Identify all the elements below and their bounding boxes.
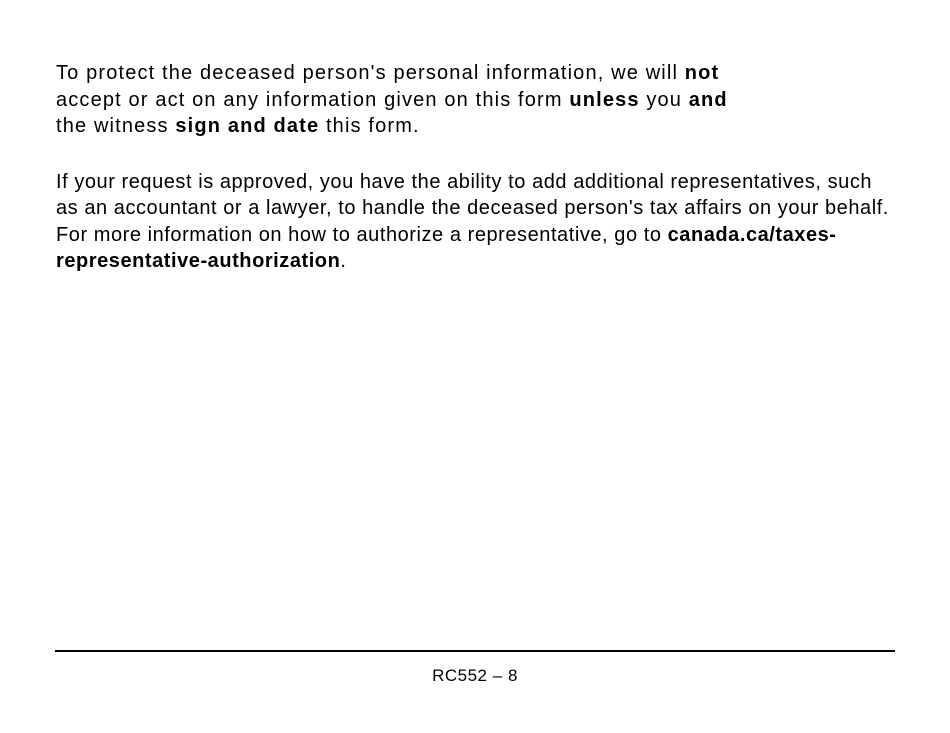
privacy-notice-paragraph: [56, 60, 896, 140]
page-number: 8: [507, 666, 518, 685]
notice-text-1: To protect the deceased person's personal information, we will: [56, 62, 685, 84]
representatives-text: If your request is approved, you have the ability to add additional representatives, such as an accountant or a lawyer, to handle the deceased person's tax affairs on your behalf. For more information on how to authorize a representative, go to: [56, 170, 889, 246]
notice-emphasis-and: and: [688, 88, 728, 111]
page-content: [56, 60, 896, 275]
notice-text-3: you: [639, 88, 689, 111]
notice-text-2: accept or act on any information given on this form: [56, 88, 570, 111]
notice-emphasis-not: not: [684, 62, 720, 84]
notice-text-4: the witness: [56, 115, 176, 137]
form-code: RC552: [432, 666, 488, 685]
representatives-period: .: [340, 250, 347, 272]
footer-divider: [55, 650, 895, 652]
notice-emphasis-unless: unless: [569, 88, 640, 111]
notice-text-5: this form.: [319, 115, 420, 137]
authorization-link[interactable]: canada.ca/taxes-representative-authorization: [56, 223, 837, 272]
footer-separator: –: [492, 666, 503, 685]
representatives-paragraph: [56, 169, 896, 275]
notice-emphasis-sign-and-date: sign and date: [175, 115, 320, 137]
page-footer: [0, 666, 950, 686]
